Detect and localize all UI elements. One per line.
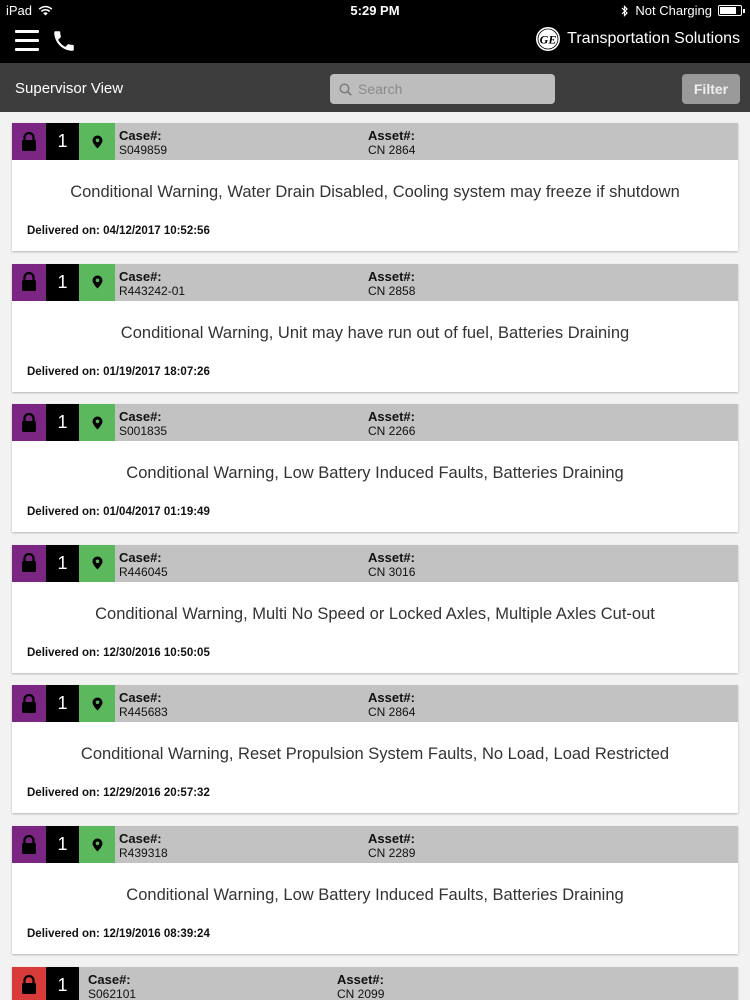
case-number: S062101 [88, 986, 137, 1000]
case-label: Case#: [119, 690, 162, 706]
case-description: Conditional Warning, Low Battery Induced Faults, Batteries Draining [126, 886, 624, 904]
lock-status [12, 967, 46, 1000]
filter-button[interactable]: Filter [682, 74, 740, 104]
asset-label: Asset#: [368, 128, 415, 143]
battery-icon [718, 5, 742, 16]
brand-name: Transportation Solutions [567, 30, 740, 47]
case-card[interactable] [12, 967, 738, 1000]
case-field [88, 972, 136, 1000]
asset-field [368, 128, 415, 158]
alert-count: 1 [46, 967, 79, 1000]
asset-field [337, 972, 384, 1000]
alert-count: 1 [46, 123, 79, 160]
delivered-label: Delivered on: [27, 928, 100, 940]
delivered-label: Delivered on: [27, 225, 100, 237]
delivered-timestamp: 01/19/2017 18:07:26 [103, 365, 210, 378]
delivered-on [27, 225, 210, 237]
location-button[interactable] [79, 123, 115, 160]
case-number: R445683 [119, 705, 168, 720]
case-number: S049859 [119, 143, 168, 157]
case-description: Conditional Warning, Reset Propulsion System Faults, No Load, Load Restricted [80, 745, 670, 764]
location-button[interactable] [79, 545, 115, 582]
case-number: R443242-01 [119, 283, 186, 298]
case-card[interactable] [12, 826, 738, 954]
menu-icon[interactable] [15, 30, 39, 51]
lock-icon [21, 975, 37, 995]
delivered-timestamp: 01/04/2017 01:19:49 [103, 506, 210, 519]
case-card[interactable] [12, 264, 738, 392]
case-description: Conditional Warning, Unit may have run out of fuel, Batteries Draining [120, 323, 630, 342]
case-label: Case#: [119, 549, 162, 565]
alert-count: 1 [46, 826, 79, 863]
asset-label: Asset#: [368, 409, 415, 425]
lock-icon [21, 413, 37, 433]
card-header [12, 826, 738, 863]
lock-status [12, 123, 46, 160]
delivered-timestamp: 12/30/2016 10:50:05 [103, 646, 210, 659]
delivered-on [27, 506, 210, 518]
asset-number: CN 2289 [368, 846, 416, 860]
case-label: Case#: [119, 409, 162, 425]
nav-bar [0, 20, 750, 63]
delivered-label: Delivered on: [27, 787, 100, 800]
lock-status [12, 826, 46, 863]
page-title: Supervisor View [15, 80, 124, 97]
card-header [12, 967, 738, 1000]
delivered-label: Delivered on: [27, 506, 100, 519]
card-header [12, 264, 738, 301]
lock-icon [21, 694, 37, 714]
location-button[interactable] [79, 826, 115, 863]
asset-label: Asset#: [368, 690, 415, 706]
search-input[interactable] [358, 81, 548, 97]
case-field [119, 128, 167, 158]
case-list [0, 112, 750, 1000]
device-name: iPad [6, 3, 33, 18]
alert-count: 1 [46, 545, 79, 582]
location-pin-icon [92, 275, 103, 289]
asset-label: Asset#: [368, 549, 415, 565]
location-button[interactable] [79, 264, 115, 301]
asset-number: CN 2864 [368, 705, 416, 720]
case-description: Conditional Warning, Low Battery Induced Faults, Batteries Draining [126, 464, 624, 483]
delivered-on [27, 928, 210, 940]
asset-number: CN 3016 [368, 564, 416, 579]
status-right [621, 3, 742, 18]
location-pin-icon [92, 838, 103, 852]
lock-status [12, 404, 46, 441]
location-pin-icon [92, 416, 103, 430]
brand [535, 26, 740, 52]
lock-icon [21, 553, 37, 573]
alert-count: 1 [46, 685, 79, 722]
asset-field [368, 269, 415, 299]
search-box[interactable] [330, 74, 555, 104]
bluetooth-icon [621, 5, 629, 17]
lock-icon [21, 835, 37, 855]
delivered-on [27, 366, 210, 378]
status-time: 5:29 PM [350, 3, 400, 18]
case-card[interactable] [12, 123, 738, 251]
asset-field [368, 409, 415, 439]
case-label: Case#: [119, 128, 162, 143]
case-label: Case#: [119, 831, 162, 846]
asset-label: Asset#: [368, 268, 415, 284]
case-number: R439318 [119, 846, 168, 860]
asset-number: CN 2864 [368, 143, 416, 157]
case-field [119, 409, 167, 439]
asset-field [368, 831, 415, 861]
card-header [12, 545, 738, 582]
asset-number: CN 2099 [337, 986, 385, 1000]
asset-field [368, 690, 415, 720]
case-label: Case#: [119, 268, 162, 284]
search-icon [339, 83, 352, 96]
case-field [119, 690, 168, 720]
case-card[interactable] [12, 545, 738, 673]
lock-icon [21, 272, 37, 292]
delivered-timestamp: 04/12/2017 10:52:56 [103, 225, 210, 237]
delivered-on [27, 787, 210, 799]
asset-number: CN 2266 [368, 424, 416, 439]
sub-header [0, 63, 750, 112]
case-card[interactable] [12, 404, 738, 532]
case-label: Case#: [88, 971, 131, 987]
alert-count: 1 [46, 404, 79, 441]
case-description: Conditional Warning, Multi No Speed or Locked Axles, Multiple Axles Cut-out [95, 604, 655, 623]
alert-count: 1 [46, 264, 79, 301]
location-button[interactable] [79, 404, 115, 441]
card-header [12, 685, 738, 722]
delivered-on [27, 647, 210, 659]
case-description: Conditional Warning, Water Drain Disabled, Cooling system may freeze if shutdown [70, 183, 680, 201]
delivered-label: Delivered on: [27, 365, 100, 378]
case-number: S001835 [119, 424, 168, 439]
status-bar [0, 0, 750, 20]
location-pin-icon [92, 697, 103, 711]
location-pin-icon [92, 556, 103, 570]
case-number: R446045 [119, 564, 168, 579]
case-card[interactable] [12, 685, 738, 813]
lock-status [12, 685, 46, 722]
delivered-timestamp: 12/29/2016 20:57:32 [103, 787, 210, 800]
delivered-label: Delivered on: [27, 646, 100, 659]
card-header [12, 404, 738, 441]
delivered-timestamp: 12/19/2016 08:39:24 [103, 928, 210, 940]
case-field [119, 550, 168, 580]
asset-label: Asset#: [368, 831, 415, 846]
lock-status [12, 545, 46, 582]
charging-status: Not Charging [635, 3, 712, 18]
ge-logo [535, 26, 561, 52]
case-field [119, 269, 185, 299]
case-field [119, 831, 168, 861]
phone-icon[interactable] [51, 27, 77, 55]
lock-status [12, 264, 46, 301]
card-header [12, 123, 738, 160]
location-button[interactable] [79, 685, 115, 722]
location-pin-icon [92, 135, 103, 149]
asset-label: Asset#: [337, 971, 384, 987]
svg-text:GE: GE [539, 32, 557, 47]
asset-number: CN 2858 [368, 283, 416, 298]
lock-icon [21, 132, 37, 152]
asset-field [368, 550, 415, 580]
